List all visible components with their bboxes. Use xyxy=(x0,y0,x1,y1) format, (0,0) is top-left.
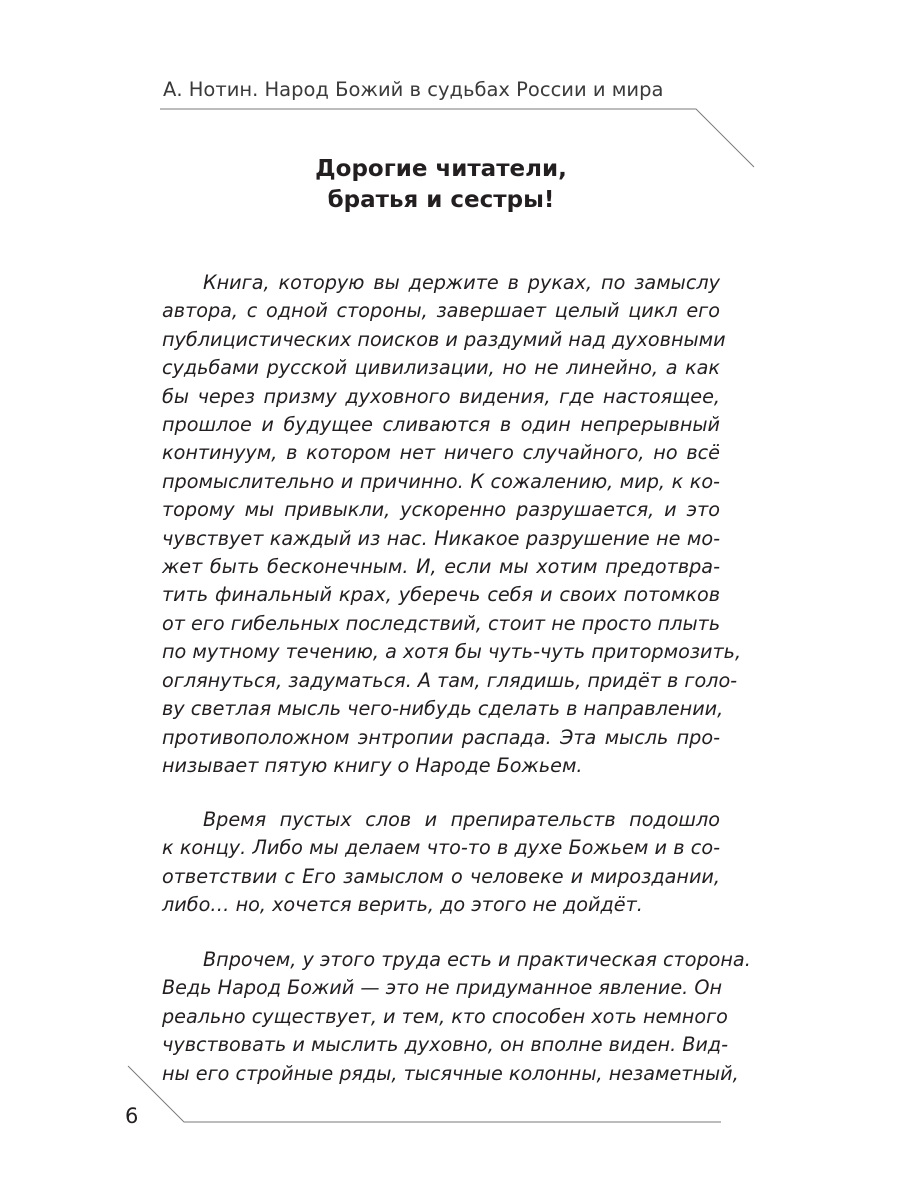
text-line: противоположном энтропии распада. Эта мысль про- xyxy=(162,725,720,749)
text-line: жет быть бесконечным. И, если мы хотим предотвра- xyxy=(162,555,720,579)
page-number: 6 xyxy=(125,1104,139,1128)
text-line: промыслительно и причинно. К сожалению, мир, к ко- xyxy=(162,469,720,493)
text-line: ву светлая мысль чего-нибудь сделать в направлении, xyxy=(162,697,724,721)
text-line: тить финальный крах, уберечь себя и своих потомков xyxy=(162,583,720,607)
text-line: бы через призму духовного видения, где настоящее, xyxy=(162,384,720,408)
paragraph-1 xyxy=(162,269,742,780)
text-line: Впрочем, у этого труда есть и практическая сторона. xyxy=(203,948,751,971)
text-line: публицистических поисков и раздумий над духовными xyxy=(162,327,726,351)
text-line: континуум, в котором нет ничего случайного, но всё xyxy=(162,441,720,465)
text-line: реально существует, и тем, кто способен хоть немного xyxy=(162,1004,728,1028)
text-line: ны его стройные ряды, тысячные колонны, незаметный, xyxy=(162,1061,739,1085)
text-line: по мутному течению, а хотя бы чуть-чуть притормозить, xyxy=(162,640,742,664)
text-line: либо… но, хочется верить, до этого не дойдёт. xyxy=(162,893,643,917)
text-line: чувствует каждый из нас. Никакое разрушение не мо- xyxy=(162,526,720,550)
paragraph-3 xyxy=(162,946,751,1088)
text-line: ответствии с Его замыслом о человеке и мироздании, xyxy=(162,864,720,888)
title-line: братья и сестры! xyxy=(327,187,555,213)
text-line: от его гибельных последствий, стоит не просто плыть xyxy=(162,611,721,635)
text-line: судьбами русской цивилизации, но не линейно, а как xyxy=(162,356,720,380)
text-line: торому мы привыкли, ускоренно разрушается, и это xyxy=(162,498,720,522)
text-line: к концу. Либо мы делаем что-то в духе Божьем и в со- xyxy=(162,836,720,860)
text-line: чувствовать и мыслить духовно, он вполне виден. Вид- xyxy=(162,1033,729,1057)
text-line: оглянуться, задуматься. А там, глядишь, придёт в голо- xyxy=(162,668,738,692)
text-line: прошлое и будущее сливаются в один непрерывный xyxy=(162,413,720,437)
text-line: Книга, которую вы держите в руках, по замыслу xyxy=(203,271,720,294)
text-line: низывает пятую книгу о Народе Божьем. xyxy=(162,753,583,777)
text-line: Ведь Народ Божий — это не придуманное явление. Он xyxy=(162,976,722,1000)
paragraph-2 xyxy=(162,806,720,920)
title-line: Дорогие читатели, xyxy=(315,156,567,182)
page-title xyxy=(160,154,722,216)
running-header: А. Нотин. Народ Божий в судьбах России и мира xyxy=(163,78,664,101)
text-line: автора, с одной стороны, завершает целый цикл его xyxy=(162,299,720,323)
text-line: Время пустых слов и препирательств подошло xyxy=(203,808,720,831)
